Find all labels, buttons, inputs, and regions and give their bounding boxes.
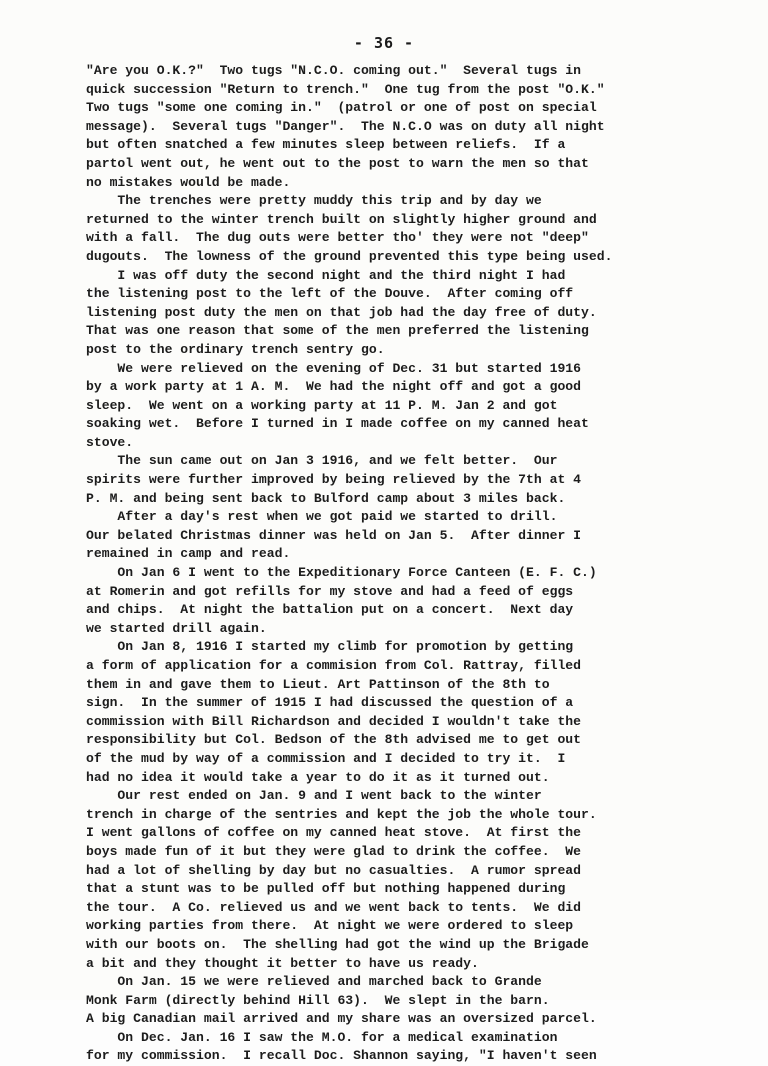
text-line: soaking wet. Before I turned in I made coffee on my canned heat	[86, 416, 589, 432]
text-line: Monk Farm (directly behind Hill 63). We slept in the barn.	[86, 992, 550, 1008]
text-line: at Romerin and got refills for my stove and had a feed of eggs	[86, 583, 574, 599]
text-line: "Are you O.K.?" Two tugs "N.C.O. coming out." Several tugs in	[86, 63, 582, 78]
text-line: for my commission. I recall Doc. Shannon saying, "I haven't seen	[86, 1048, 597, 1064]
text-line: P. M. and being sent back to Bulford camp about 3 miles back.	[86, 490, 566, 506]
text-line: commission with Bill Richardson and decided I wouldn't take the	[86, 713, 582, 729]
text-line: working parties from there. At night we were ordered to sleep	[86, 918, 574, 934]
text-line: the tour. A Co. relieved us and we went back to tents. We did	[86, 899, 582, 915]
text-line: remained in camp and read.	[86, 546, 291, 562]
text-line: post to the ordinary trench sentry go.	[86, 341, 385, 357]
text-line: quick succession "Return to trench." One tug from the post "O.K."	[86, 81, 605, 97]
text-line: boys made fun of it but they were glad to drink the coffee. We	[86, 843, 582, 859]
text-line: Our rest ended on Jan. 9 and I went back to the winter	[86, 788, 542, 804]
text-line: that a stunt was to be pulled off but nothing happened during	[86, 881, 566, 897]
text-line: of the mud by way of a commission and I decided to try it. I	[86, 750, 566, 766]
text-line: I went gallons of coffee on my canned heat stove. At first the	[86, 825, 582, 841]
text-line: them in and gave them to Lieut. Art Pattinson of the 8th to	[86, 676, 550, 692]
text-line: On Jan. 15 we were relieved and marched back to Grande	[86, 974, 542, 990]
text-line: with a fall. The dug outs were better tho' they were not "deep"	[86, 230, 589, 246]
typed-body-text	[86, 62, 726, 1066]
text-line: responsibility but Col. Bedson of the 8th advised me to get out	[86, 732, 582, 748]
text-line: a bit and they thought it better to have us ready.	[86, 955, 479, 971]
text-line: we started drill again.	[86, 620, 267, 636]
text-line: Two tugs "some one coming in." (patrol or one of post on special	[86, 100, 597, 116]
text-line: dugouts. The lowness of the ground prevented this type being used.	[86, 248, 613, 264]
text-line: The trenches were pretty muddy this trip and by day we	[86, 193, 542, 209]
text-line: sign. In the summer of 1915 I had discussed the question of a	[86, 695, 574, 711]
text-line: but often snatched a few minutes sleep between reliefs. If a	[86, 137, 566, 153]
text-line: had a lot of shelling by day but no casualties. A rumor spread	[86, 862, 582, 878]
text-line: the listening post to the left of the Douve. After coming off	[86, 286, 574, 302]
text-line: trench in charge of the sentries and kept the job the whole tour.	[86, 806, 597, 822]
text-line: listening post duty the men on that job had the day free of duty.	[86, 304, 597, 320]
text-line: On Dec. Jan. 16 I saw the M.O. for a medical examination	[86, 1029, 558, 1045]
text-line: We were relieved on the evening of Dec. 31 but started 1916	[86, 360, 582, 376]
text-line: That was one reason that some of the men preferred the listening	[86, 323, 589, 339]
text-line: by a work party at 1 A. M. We had the night off and got a good	[86, 379, 582, 395]
text-line: returned to the winter trench built on slightly higher ground and	[86, 211, 597, 227]
text-line: The sun came out on Jan 3 1916, and we felt better. Our	[86, 453, 558, 469]
text-line: partol went out, he went out to the post to warn the men so that	[86, 155, 589, 171]
text-line: sleep. We went on a working party at 11 P. M. Jan 2 and got	[86, 397, 558, 413]
text-line: and chips. At night the battalion put on a concert. Next day	[86, 602, 574, 618]
text-line: After a day's rest when we got paid we started to drill.	[86, 509, 558, 525]
text-line: had no idea it would take a year to do it as it turned out.	[86, 769, 550, 785]
page-number: - 36 -	[353, 34, 415, 52]
text-line: I was off duty the second night and the third night I had	[86, 267, 566, 283]
text-line: spirits were further improved by being relieved by the 7th at 4	[86, 472, 582, 488]
text-line: On Jan 6 I went to the Expeditionary Force Canteen (E. F. C.)	[86, 565, 597, 581]
text-line: A big Canadian mail arrived and my share was an oversized parcel.	[86, 1011, 597, 1027]
text-line: stove.	[86, 434, 134, 450]
text-line: with our boots on. The shelling had got the wind up the Brigade	[86, 936, 589, 952]
text-line: Our belated Christmas dinner was held on Jan 5. After dinner I	[86, 527, 582, 543]
text-line: no mistakes would be made.	[86, 174, 291, 190]
text-line: message). Several tugs "Danger". The N.C.O was on duty all night	[86, 118, 605, 134]
text-line: a form of application for a commision from Col. Rattray, filled	[86, 658, 582, 673]
text-line: On Jan 8, 1916 I started my climb for promotion by getting	[86, 639, 574, 655]
